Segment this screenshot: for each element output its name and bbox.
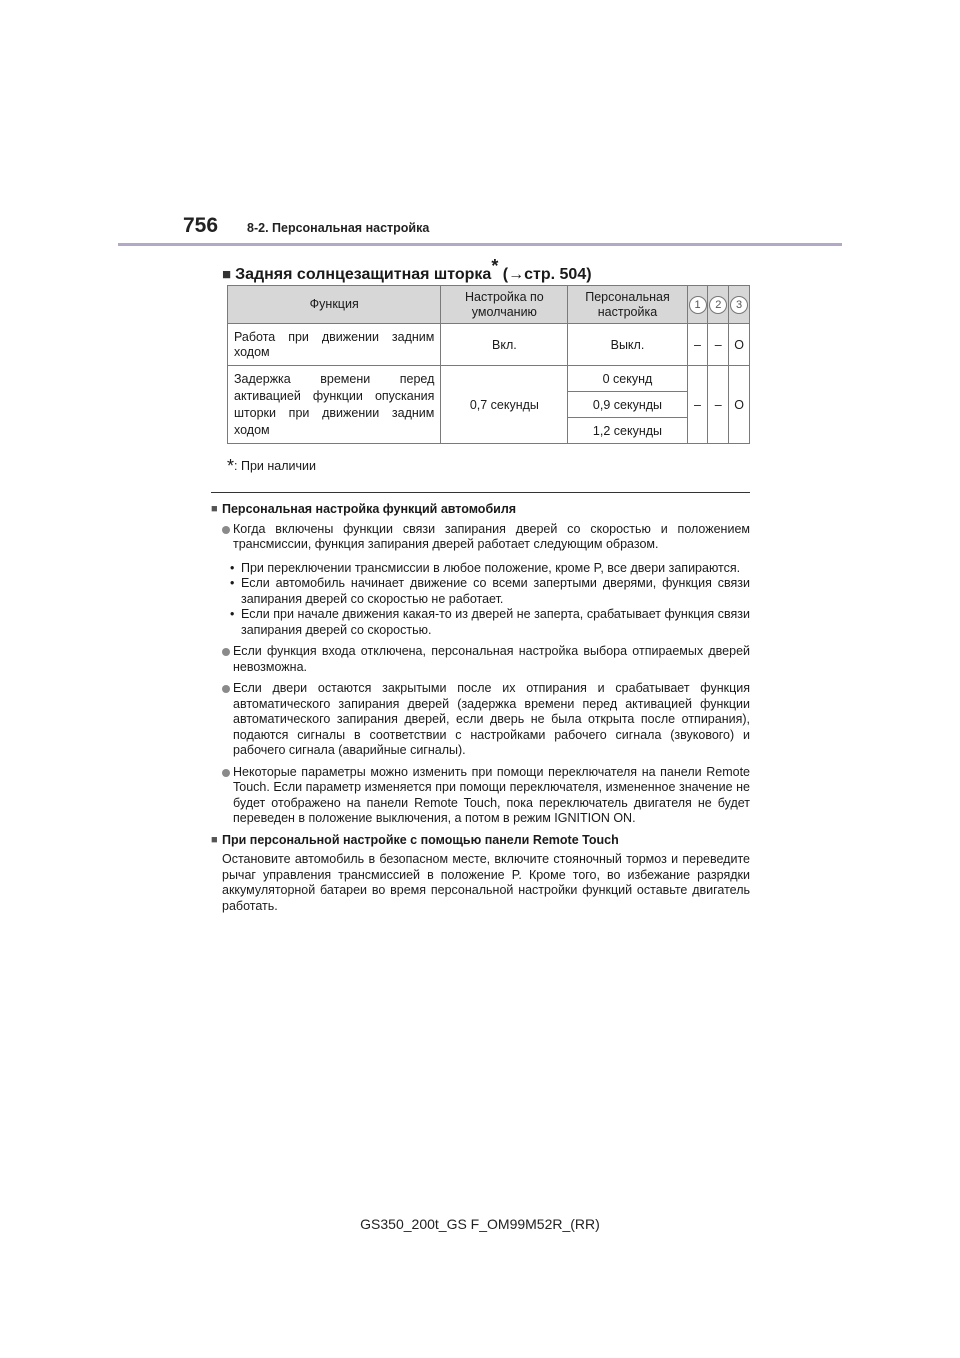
settings-table [227,285,750,444]
bullet-text: Если двери остаются закрытыми после их отпирания и срабатывает функция автоматического запирания дверей (задержка времени перед активацией функции автоматического запирания дверей, если дверь не была открыта после отпирания), подаются сигналы в соответствии с настройками рабочего сигнала (звукового) и рабочего сигнала (аварийные сигналы). [233,681,750,757]
subsection-heading [222,256,592,284]
header-personal: Персональная настройка [568,286,687,324]
method-1-cell: – [687,324,708,366]
method-1-cell: – [687,366,708,444]
header-default: Настройка по умолчанию [441,286,568,324]
note-heading-text: При персональной настройке с помощью панели Remote Touch [222,832,619,847]
list-item-text: Если при начале движения какая-то из дверей не заперта, срабатывает функция связи запирания дверей со скоростью. [241,607,750,637]
list-item [211,607,750,638]
table-footnote [227,456,316,477]
document-code: GS350_200t_GS F_OM99M52R_(RR) [360,1216,600,1232]
bullet-text: Когда включены функции связи запирания дверей со скоростью и положением трансмиссии, функция запирания дверей работает следующим образом. [233,521,750,551]
heading-page-ref: (→стр. 504) [498,266,592,283]
round-bullet-icon [222,685,230,693]
list-item-text: При переключении трансмиссии в любое положение, кроме P, все двери запираются. [241,560,741,575]
table-row [228,366,750,392]
note-paragraph: Остановите автомобиль в безопасном месте, включите стояночный тормоз и переведите рычаг управления трансмиссией в положение P. Кроме того, во избежание разрядки аккумуляторной батареи во время персональной настройки функций оставьте двигатель работать. [222,852,750,913]
personal-option-cell: 1,2 секунды [568,418,687,444]
bullet-item [211,681,750,759]
personal-cell: Выкл. [568,324,687,366]
list-item-text: Если автомобиль начинает движение со всеми запертыми дверями, функция связи запирания дверей со скоростью не работает. [241,576,750,606]
note-heading [211,502,750,518]
dot-marker-icon: • [230,607,235,621]
note-heading-text: Персональная настройка функций автомобиля [222,502,517,516]
circled-three-icon: 3 [730,296,748,314]
dot-marker-icon: • [230,576,235,590]
square-bullet-icon: ■ [222,266,232,283]
header-num-1 [687,286,708,324]
note-heading [211,833,750,849]
circled-two-icon: 2 [709,296,727,314]
round-bullet-icon [222,526,230,534]
header-divider [118,243,842,246]
header-function: Функция [228,286,441,324]
bullet-item [211,522,750,553]
notes-section [211,502,750,914]
method-2-cell: – [708,366,729,444]
page-number: 756 [183,214,219,237]
personal-option-cell: 0 секунд [568,366,687,392]
bullet-item [211,765,750,827]
bullet-text: Некоторые параметры можно изменить при помощи переключателя на панели Remote Touch. Если параметр изменяется при помощи переключателя, измененное значение не будет отображено на панели Remote Touch, пока переключатель двигателя не будет переведен в положение выключения, а потом в режим IGNITION ON. [233,764,750,825]
heading-star: * [491,256,499,276]
method-3-cell: O [729,324,750,366]
bullet-text: Если функция входа отключена, персональная настройка выбора отпираемых дверей невозможна. [233,644,750,674]
header-num-2 [708,286,729,324]
list-item [211,576,750,607]
square-bullet-icon: ■ [211,833,218,846]
default-cell: Вкл. [441,324,568,366]
square-bullet-icon: ■ [211,503,218,515]
list-item [211,561,750,577]
section-title: 8-2. Персональная настройка [247,221,430,235]
dash-list [211,559,750,639]
section-divider [211,492,750,493]
table-header-row [228,286,750,324]
table-row [228,324,750,366]
method-3-cell: O [729,366,750,444]
header-num-3 [729,286,750,324]
function-cell: Задержка времени перед активацией функции опускания шторки при движении задним ходом [228,366,441,444]
dot-marker-icon: • [230,560,235,575]
method-2-cell: – [708,324,729,366]
circled-one-icon: 1 [689,296,707,314]
footnote-star: * [227,456,235,476]
round-bullet-icon [222,769,230,777]
personal-option-cell: 0,9 секунды [568,392,687,418]
footnote-text: : При наличии [234,459,316,473]
default-cell: 0,7 секунды [441,366,568,444]
function-cell: Работа при движении задним ходом [228,324,441,366]
round-bullet-icon [222,648,230,656]
heading-title: Задняя солнцезащитная шторка [235,266,492,283]
bullet-item [211,644,750,675]
